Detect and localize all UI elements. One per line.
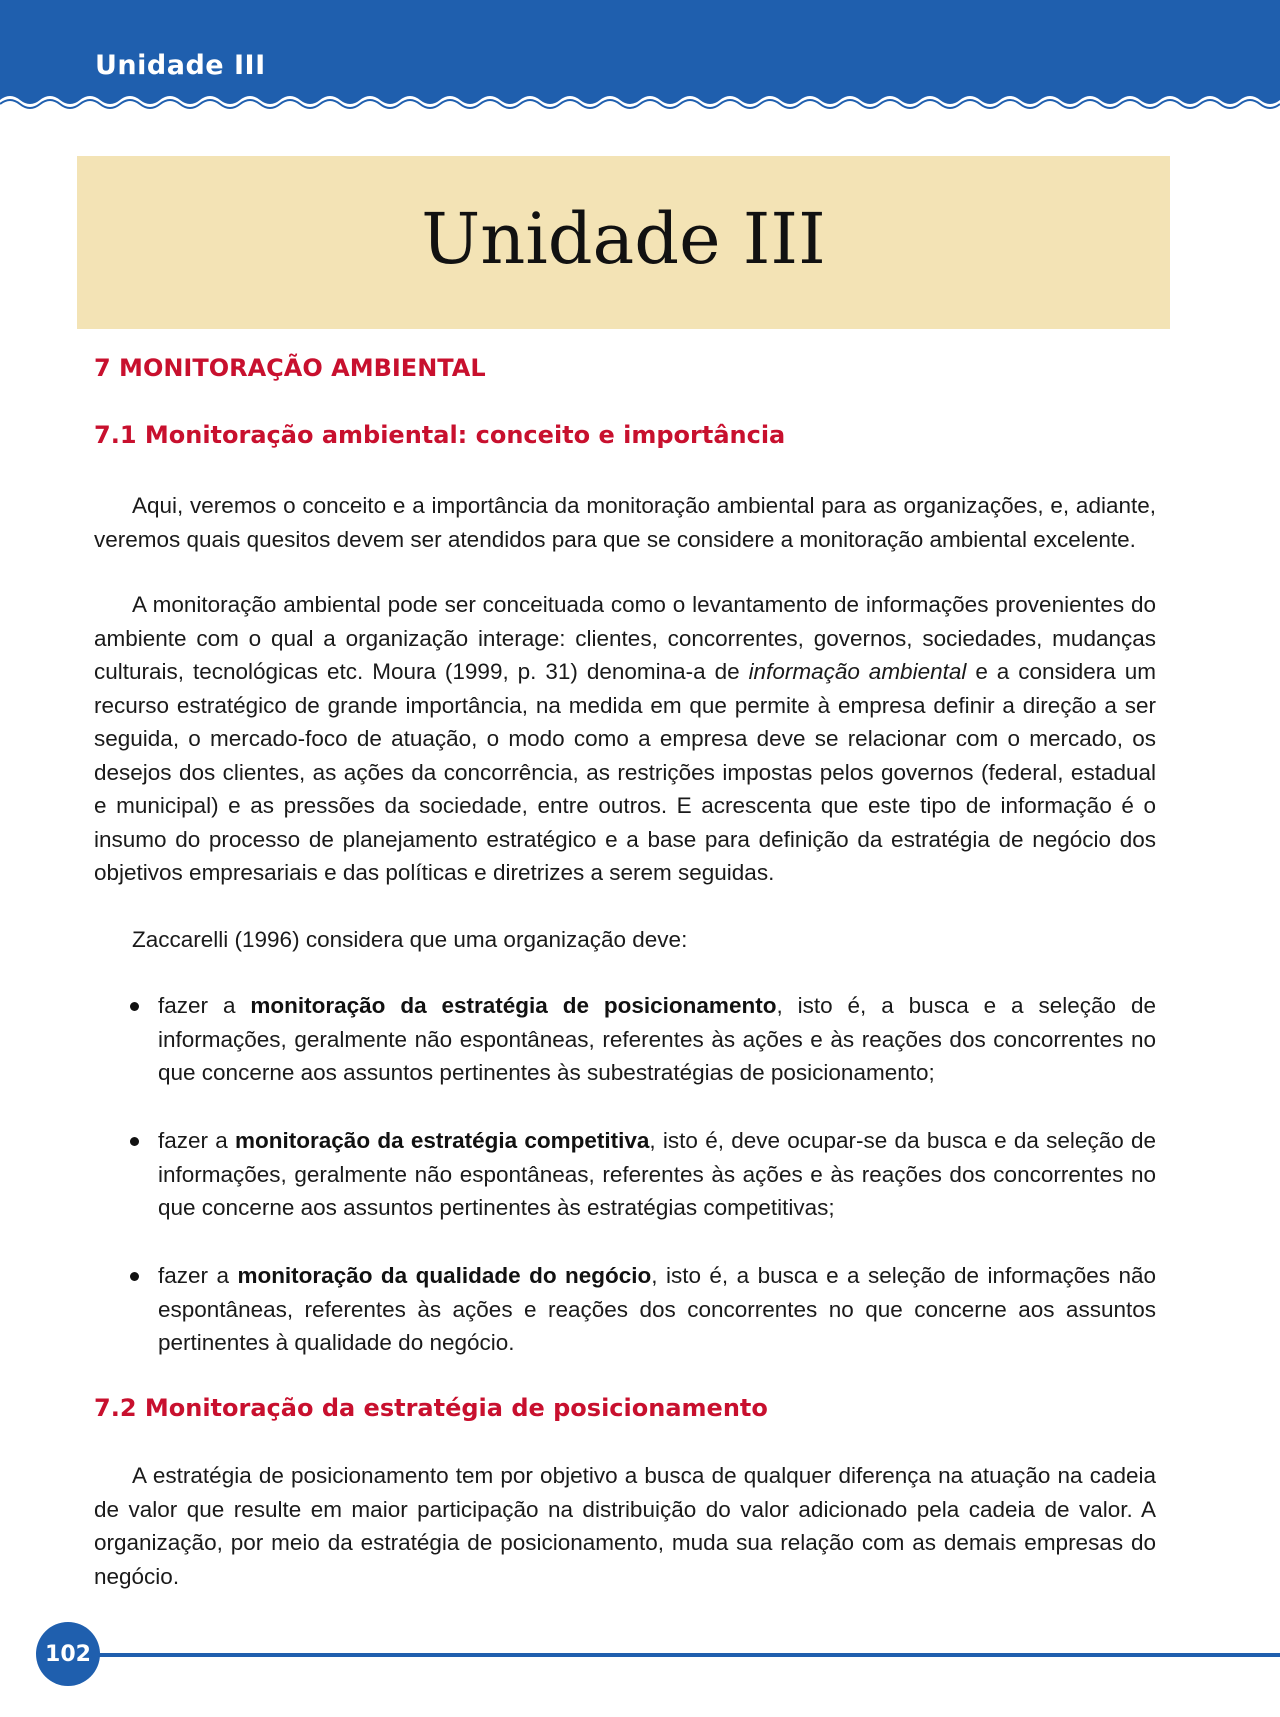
section-heading-7-1: 7.1 Monitoração ambiental: conceito e importância — [94, 421, 786, 449]
paragraph-concept-part1: A monitoração ambiental pode ser conceituada como o levantamento de informações provenientes do ambiente com o qual a organização interage: clientes, concorrentes, governos, sociedades, mudanças culturais, tecnológicas etc. Moura (1999, p. 31) denomina-a de — [94, 592, 1156, 684]
page-number-badge — [36, 1622, 100, 1686]
paragraph-concept — [94, 588, 1156, 890]
list-item-prefix: fazer a — [158, 993, 251, 1018]
paragraph-positioning: A estratégia de posicionamento tem por objetivo a busca de qualquer diferença na atuação na cadeia de valor que resulte em maior participação na distribuição do valor adicionado pela cadeia de valor. A organização, por meio da estratégia de posicionamento, muda sua relação com as demais empresas do negócio. — [94, 1463, 1156, 1589]
list-item — [94, 989, 1156, 1090]
list-item-suffix: , isto é, a busca e a seleção de informações, geralmente não espontâneas, referentes às ações e às reações dos concorrentes no que concerne aos assuntos pertinentes às subestratégias de posicionamento; — [158, 993, 1156, 1085]
list-item-suffix: , isto é, a busca e a seleção de informações não espontâneas, referentes às ações e reações dos concorrentes no que concerne aos assuntos pertinentes à qualidade do negócio. — [158, 1263, 1157, 1355]
paragraph-zaccarelli: Zaccarelli (1996) considera que uma organização deve: — [132, 927, 688, 952]
header-band — [0, 0, 1280, 112]
unit-title-box — [77, 156, 1170, 329]
unit-title: Unidade III — [421, 198, 826, 280]
list-item-bold: monitoração da estratégia competitiva — [235, 1128, 650, 1153]
list-item-prefix: fazer a — [158, 1128, 236, 1153]
chapter-heading: 7 MONITORAÇÃO AMBIENTAL — [94, 354, 486, 382]
paragraph-concept-italic: informação ambiental — [748, 659, 967, 684]
running-head-title: Unidade III — [95, 50, 266, 81]
bullet-dot-icon — [130, 1002, 139, 1011]
list-item-suffix: , isto é, deve ocupar-se da busca e da seleção de informações, geralmente não espontâneas, referentes às ações e às reações dos concorrentes no que concerne aos assuntos pertinentes às estratégias competitivas; — [158, 1128, 1156, 1220]
list-item-prefix: fazer a — [158, 1263, 238, 1288]
list-item-bold: monitoração da qualidade do negócio — [237, 1263, 652, 1288]
list-item — [94, 1124, 1156, 1225]
list-item — [94, 1259, 1156, 1360]
list-item-bold: monitoração da estratégia de posicionamento — [250, 993, 777, 1018]
paragraph-concept-part2: e a considera um recurso estratégico de grande importância, na medida em que permite à empresa definir a direção a ser seguida, o mercado-foco de atuação, o modo como a empresa deve se relacionar com o mercado, os desejos dos clientes, as ações da concorrência, as restrições impostas pelos governos (federal, estadual e municipal) e as pressões da sociedade, entre outros. E acrescenta que este tipo de informação é o insumo do processo de planejamento estratégico e a base para definição da estratégia de negócio dos objetivos empresariais e das políticas e diretrizes a serem seguidas. — [94, 659, 1156, 885]
page-number: 102 — [45, 1641, 91, 1667]
footer-rule — [60, 1653, 1280, 1657]
paragraph-intro: Aqui, veremos o conceito e a importância da monitoração ambiental para as organizações, e, adiante, veremos quais quesitos devem ser atendidos para que se considere a monitoração ambiental excelente. — [94, 493, 1156, 552]
section-heading-7-2: 7.2 Monitoração da estratégia de posicionamento — [94, 1394, 768, 1422]
bullet-dot-icon — [130, 1137, 139, 1146]
bullet-dot-icon — [130, 1272, 139, 1281]
